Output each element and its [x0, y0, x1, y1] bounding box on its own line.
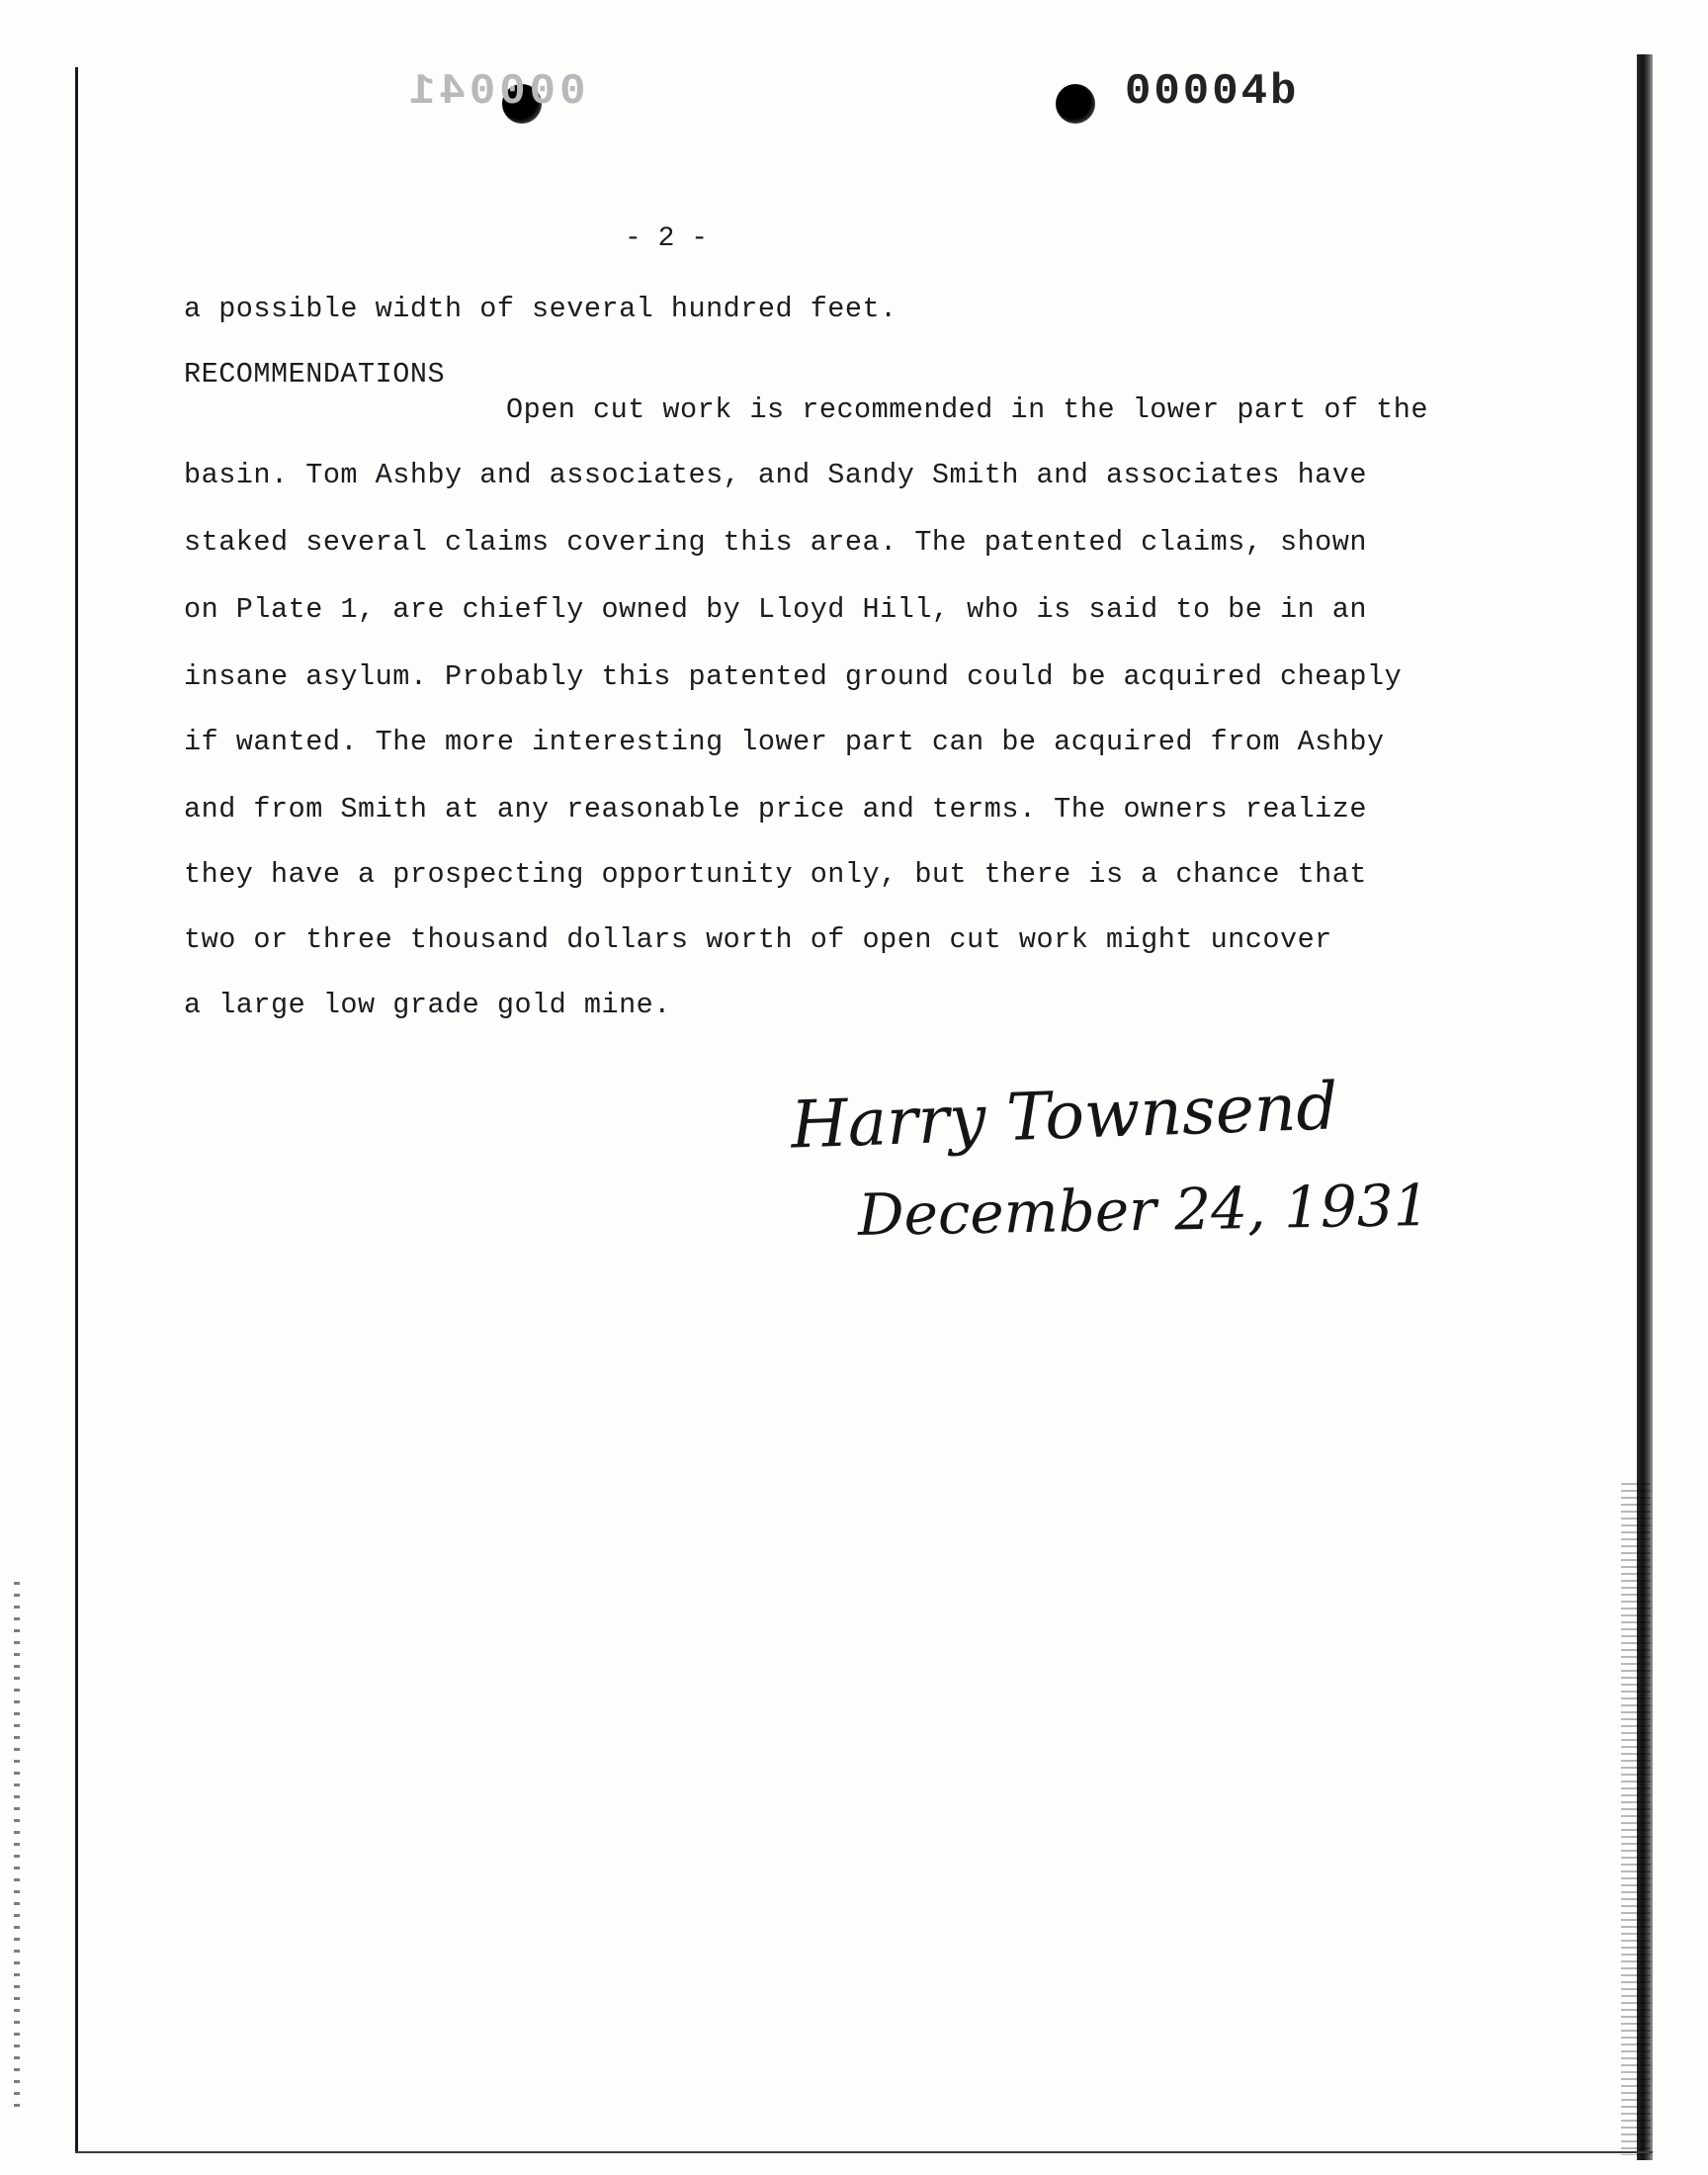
page-number: - 2 -	[625, 223, 709, 254]
body-line-6: on Plate 1, are chiefly owned by Lloyd Hill, who is said to be in an	[184, 593, 1367, 626]
left-scan-speckle	[14, 1582, 20, 2116]
body-line-9: and from Smith at any reasonable price and terms. The owners realize	[184, 793, 1367, 826]
body-line-10: they have a prospecting opportunity only, but there is a chance that	[184, 858, 1367, 891]
bleed-through-stamp-number: 000041	[405, 67, 586, 117]
body-line-3: Open cut work is recommended in the lower part of the	[506, 393, 1428, 426]
right-scan-noise	[1621, 1483, 1651, 2155]
punch-hole-right	[1056, 84, 1095, 124]
stamp-number: 00004b	[1125, 67, 1300, 117]
body-line-12: a large low grade gold mine.	[184, 989, 671, 1021]
left-scan-border	[75, 67, 78, 2153]
body-line-8: if wanted. The more interesting lower part can be acquired from Ashby	[184, 726, 1385, 758]
handwritten-signature: Harry Townsend	[789, 1068, 1339, 1164]
body-line-7: insane asylum. Probably this patented ground could be acquired cheaply	[184, 660, 1403, 693]
body-line-11: two or three thousand dollars worth of open cut work might uncover	[184, 923, 1332, 956]
body-line-1: a possible width of several hundred feet.	[184, 293, 897, 325]
section-heading-recommendations: RECOMMENDATIONS	[184, 358, 446, 391]
handwritten-date: December 24, 1931	[857, 1171, 1431, 1250]
bottom-scan-edge	[75, 2151, 1653, 2153]
body-line-4: basin. Tom Ashby and associates, and Sandy Smith and associates have	[184, 459, 1367, 491]
body-line-5: staked several claims covering this area. The patented claims, shown	[184, 526, 1367, 559]
